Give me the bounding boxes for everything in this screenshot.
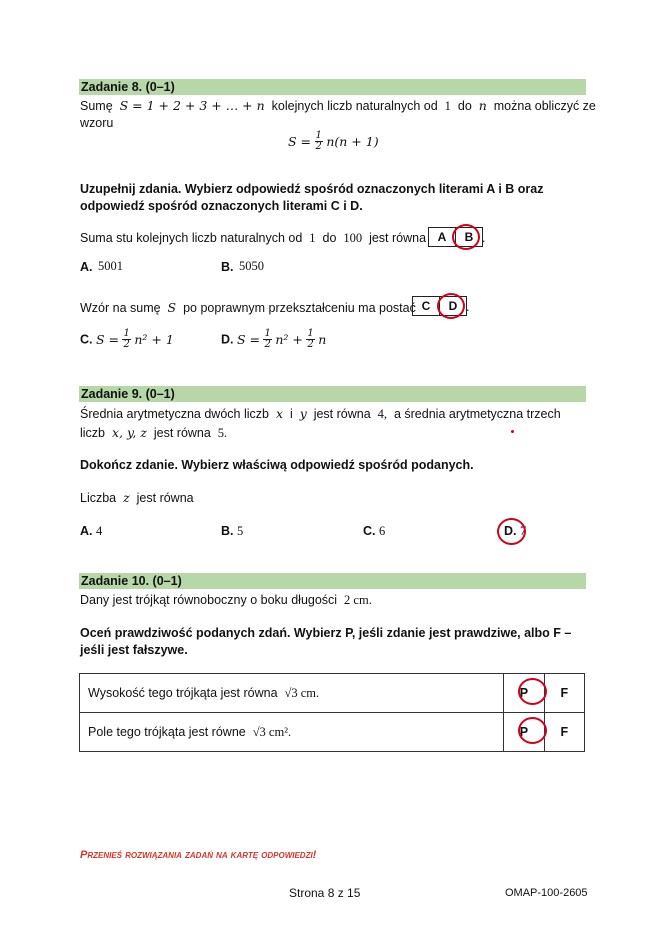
task8-intro-line2: wzoru — [80, 116, 114, 130]
choice-c[interactable]: C — [421, 299, 431, 313]
task8-header: Zadanie 8. (0–1) — [79, 79, 586, 95]
selected-mark-d9 — [497, 518, 526, 545]
task9-option-d[interactable]: D. 7 — [504, 524, 527, 538]
task10-instruction: Oceń prawdziwość podanych zdań. Wybierz P, jeśli zdanie jest prawdziwe, albo F – jeśli jest fałszywe. — [80, 626, 572, 657]
selected-mark-d — [437, 293, 465, 319]
task8-sentence2: Wzór na sumę S po poprawnym przekształceniu ma postać — [80, 300, 416, 315]
table-row — [80, 713, 585, 752]
task9-line2: liczb x, y, z jest równa 5. — [80, 425, 228, 440]
task8-option-d: D. S = $\frac{1}{2}$ n² + $\frac{1}{2}$ n — [221, 328, 327, 350]
task8-option-b-label: B. — [221, 260, 234, 274]
task10-header: Zadanie 10. (0–1) — [79, 573, 586, 589]
option-f-1[interactable]: F — [544, 674, 584, 713]
task8-instruction: Uzupełnij zdania. Wybierz odpowiedź spośród oznaczonych literami A i B oraz odpowiedź spośród oznaczonych literami C i D. — [80, 182, 544, 213]
task9-option-a[interactable]: A. 4 — [80, 524, 103, 538]
true-false-table — [79, 673, 585, 752]
task9-instruction: Dokończ zdanie. Wybierz właściwą odpowiedź spośród podanych. — [80, 458, 474, 472]
option-f-2[interactable]: F — [544, 713, 584, 752]
option-p-2[interactable]: P — [504, 713, 544, 752]
footer-notice: Przenieś rozwiązania zadań na kartę odpowiedzi! — [80, 849, 317, 861]
task9-option-b[interactable]: B. 5 — [221, 524, 244, 538]
task8-option-c: C. S = $\frac{1}{2}$ n² + 1 — [80, 328, 174, 350]
task8-option-b-value: 5050 — [239, 259, 264, 273]
statement-2: Pole tego trójkąta jest równe √3 cm². — [80, 713, 504, 752]
selected-mark-p2 — [518, 717, 547, 744]
option-p-1[interactable]: P — [504, 674, 544, 713]
task8-intro: Sumę S = 1 + 2 + 3 + … + n kolejnych liczb naturalnych od 1 do n można obliczyć ze — [80, 98, 596, 113]
task9-option-c[interactable]: C. 6 — [363, 524, 386, 538]
choice-b[interactable]: B — [455, 228, 482, 246]
statement-1: Wysokość tego trójkąta jest równa √3 cm. — [80, 674, 504, 713]
task9-stem: Liczba z jest równa — [80, 490, 194, 505]
selected-mark-p1 — [518, 678, 547, 705]
task8-sentence1: Suma stu kolejnych liczb naturalnych od 1 do 100 jest równa — [80, 231, 427, 245]
choice-a[interactable]: A — [437, 230, 447, 244]
task9-header: Zadanie 9. (0–1) — [79, 386, 586, 402]
task8-formula: S = $\frac{1}{2}$ n(n + 1) — [288, 130, 379, 152]
selected-mark-b — [452, 224, 480, 250]
task8-option-a-value: 5001 — [98, 259, 123, 273]
task9-line1: Średnia arytmetyczna dwóch liczb x i y jest równa 4, a średnia arytmetyczna trzech — [80, 406, 561, 421]
page-number: Strona 8 z 15 — [289, 886, 361, 900]
task10-intro: Dany jest trójkąt równoboczny o boku długości 2 cm. — [80, 593, 372, 607]
choice-d[interactable]: D — [439, 297, 466, 315]
task8-option-a-label: A. — [80, 260, 93, 274]
table-row — [80, 674, 585, 713]
stray-red-dot — [511, 430, 514, 433]
exam-code: OMAP-100-2605 — [505, 887, 588, 899]
